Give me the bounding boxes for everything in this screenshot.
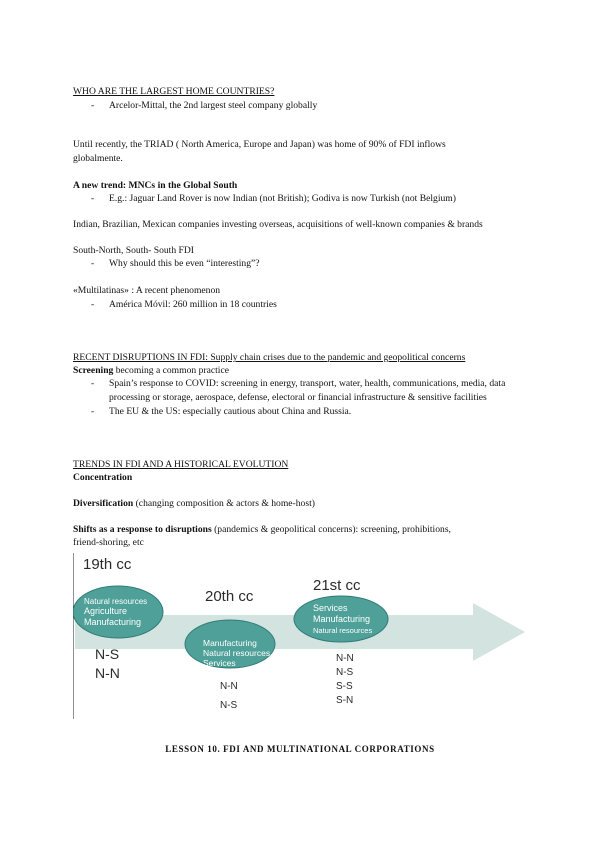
c21-flow-3: S-S xyxy=(336,681,353,692)
c20-item-2: Natural resources xyxy=(203,648,271,658)
c19-title: 19th cc xyxy=(83,556,132,573)
c19-item-2: Agriculture xyxy=(84,606,128,616)
c21-flow-4: S-N xyxy=(336,695,354,706)
bullet-dash: - xyxy=(91,299,95,310)
bullet-dash: - xyxy=(91,378,95,389)
fdi-evolution-diagram xyxy=(73,553,528,719)
investing-overseas-line: Indian, Brazilian, Mexican companies investing overseas, acquisitions of well-known companies & brands xyxy=(73,219,483,230)
c21-flow-2: N-S xyxy=(336,667,354,678)
screening-line xyxy=(73,365,229,377)
shifts-line2: friend-shoring, etc xyxy=(73,537,144,548)
bullet-eu-us: The EU & the US: especially cautious about China and Russia. xyxy=(109,406,352,417)
c21-flow-1: N-N xyxy=(336,653,354,664)
bullet-dash: - xyxy=(91,406,95,417)
shifts-bold: Shifts as a response to disruptions xyxy=(73,524,212,535)
bullet-america-movil: América Móvil: 260 million in 18 countries xyxy=(109,299,277,310)
c20-item-3: Services xyxy=(203,658,236,668)
c19-flow-1: N-S xyxy=(95,646,120,662)
screening-rest: becoming a common practice xyxy=(113,365,229,376)
bullet-dash: - xyxy=(91,193,95,204)
bullet-interesting: Why should this be even “interesting”? xyxy=(109,258,260,269)
bullet-spain-line2: processing or storage, aerospace, defense, electoral or financial infrastructure & sensitive facilities xyxy=(109,392,487,403)
c20-flow-2: N-S xyxy=(220,700,238,711)
c19-item-3: Manufacturing xyxy=(84,617,142,627)
c19-item-1: Natural resources xyxy=(84,597,148,606)
section-heading-home-countries: WHO ARE THE LARGEST HOME COUNTRIES? xyxy=(73,86,275,97)
triad-paragraph-line2: globalmente. xyxy=(73,153,123,164)
south-fdi-line: South-North, South- South FDI xyxy=(73,245,194,256)
c20-title: 20th cc xyxy=(205,588,254,605)
section-heading-trends: TRENDS IN FDI AND A HISTORICAL EVOLUTION xyxy=(73,459,289,470)
bullet-dash: - xyxy=(91,100,95,111)
diversification-bold: Diversification xyxy=(73,498,134,509)
c20-flow-1: N-N xyxy=(220,681,238,692)
c20-item-1: Manufacturing xyxy=(203,638,257,648)
c21-title: 21st cc xyxy=(313,577,361,594)
multilatinas-line: «Multilatinas» : A recent phenomenon xyxy=(73,285,221,296)
shifts-line1 xyxy=(73,524,451,536)
bullet-arcelor: Arcelor-Mittal, the 2nd largest steel company globally xyxy=(109,100,318,111)
bullet-spain-line1: Spain’s response to COVID: screening in energy, transport, water, health, communications, media, data xyxy=(109,378,506,389)
bullet-dash: - xyxy=(91,258,95,269)
c19-flow-2: N-N xyxy=(95,665,120,681)
new-trend-heading: A new trend: MNCs in the Global South xyxy=(73,180,238,191)
page-footer-title: LESSON 10. FDI AND MULTINATIONAL CORPORATIONS xyxy=(165,744,435,754)
c21-item-2: Manufacturing xyxy=(313,614,371,624)
diversification-rest: (changing composition & actors & home-host) xyxy=(133,498,315,509)
c21-item-3: Natural resources xyxy=(313,626,373,635)
triad-paragraph-line1: Until recently, the TRIAD ( North America, Europe and Japan) was home of 90% of FDI inflows xyxy=(73,139,446,150)
shifts-rest: (pandemics & geopolitical concerns): screening, prohibitions, xyxy=(211,524,451,535)
section-heading-disruptions: RECENT DISRUPTIONS IN FDI: Supply chain crises due to the pandemic and geopolitical concerns xyxy=(73,352,466,363)
screening-bold: Screening xyxy=(73,365,114,376)
concentration-label: Concentration xyxy=(73,472,133,483)
bullet-jaguar: E.g.: Jaguar Land Rover is now Indian (not British); Godiva is now Turkish (not Belgium) xyxy=(109,193,456,204)
c21-item-1: Services xyxy=(313,603,348,613)
diversification-line xyxy=(73,498,315,510)
